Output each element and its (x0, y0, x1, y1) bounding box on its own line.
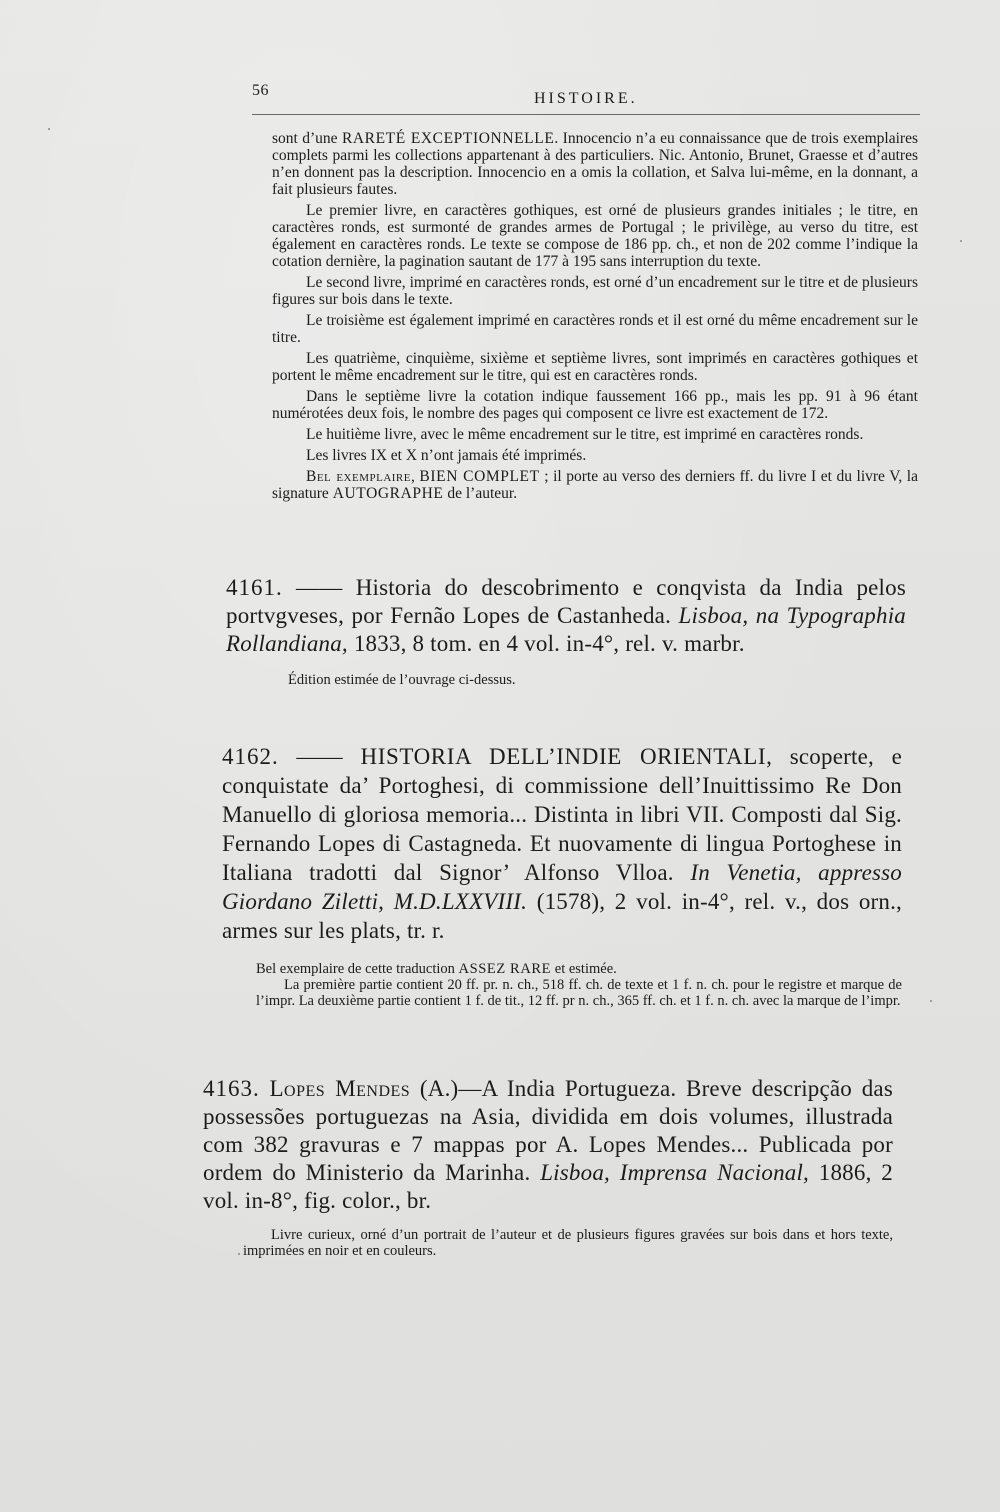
paragraph-rarity: sont d’une RARETÉ EXCEPTIONNELLE. Innocencio n’a eu connaissance que de trois exemplaires complets parmi les collections appartenant à des particuliers. Nic. Antonio, Brunet, Graesse et d’autres n’en donnent pas la description. Innocencio en a omis la collation, et Salva lui-même, en la donnant, a fait plusieurs fautes. (272, 130, 918, 198)
paper-speck (238, 1253, 240, 1255)
emphasis-autographe: AUTOGRAPHE (332, 485, 444, 502)
emphasis-assez-rare: ASSEZ RARE (458, 961, 552, 977)
entry-4161-heading: 4161. —— Historia do descobrimento e conqvista da India pelos portvgveses, por Fernão Lopes de Castanheda. Lisboa, na Typographia Rollandiana, 1833, 8 tom. en 4 vol. in-4°, rel. v. marbr. (226, 575, 906, 656)
entry-number: 4161. (226, 575, 283, 600)
paper-speck (960, 240, 962, 242)
label-bel-exemplaire: Bel exemplaire (306, 468, 411, 485)
catalog-entry-4161 (226, 574, 906, 688)
entry-imprint: Lisboa, Imprensa Nacional, (540, 1160, 810, 1185)
entry-4162-heading: 4162. —— HISTORIA DELL’INDIE ORIENTALI, scoperte, e conquistate da’ Portoghesi, di commissione dell’Inuittissimo Re Don Manuello di gloriosa memoria... Distinta in libri VII. Composti dal Sig. Fernando Lopes di Castagneda. Et nuovamente di lingua Portoghese in Italiana tradotti dal Signor’ Alfonso Vlloa. In Venetia, appresso Giordano Ziletti, M.D.LXXVIII. (1578), 2 vol. in-4°, rel. v., dos orn., armes sur les plats, tr. r. (222, 744, 903, 943)
entry-author-initial: (A.) (410, 1076, 459, 1101)
page-number: 56 (252, 82, 269, 99)
entry-imprint: Lisboa, na Typographia Rollandiana, (226, 603, 906, 656)
entry-title: Historia do descobrimento e conqvista da India pelos portvgveses, por Fernão Lopes de Castanheda. (226, 575, 906, 628)
entry-4163-heading: 4163. Lopes Mendes (A.)—A India Portugueza. Breve descripção das possessões portuguezas na Asia, dividida em dois volumes, illustrada com 382 gravuras e 7 mappas por A. Lopes Mendes... Publicada por ordem do Ministerio da Marinha. Lisboa, Imprensa Nacional, 1886, 2 vol. in-8°, fig. color., br. (203, 1076, 893, 1213)
catalog-entry-4162 (222, 742, 902, 1009)
entry-4163-note: Livre curieux, orné d’un portrait de l’auteur et de plusieurs figures gravées sur bois dans et hors texte, imprimées en noir et en couleurs. (243, 1227, 893, 1259)
paragraph-books-four-to-seven: Les quatrième, cinquième, sixième et septième livres, sont imprimés en caractères gothiques et portent le même encadrement sur le titre, qui est en caractères ronds. (272, 350, 918, 384)
paragraph-books-nine-ten: Les livres IX et X n’ont jamais été imprimés. (306, 447, 587, 464)
emphasis-bien-complet: BIEN COMPLET (419, 468, 540, 485)
entry-4161-note: Édition estimée de l’ouvrage ci-dessus. (288, 672, 516, 688)
entry-4162-note: Bel exemplaire de cette traduction ASSEZ RARE et estimée. La première partie contient 20 ff. pr. n. ch., 518 ff. ch. de texte et 1 f. n. ch. pour le registre et marque de l’impr. La deuxième partie contient 1 f. de tit., 12 ff. pr n. ch., 365 ff. ch. et 1 f. n. ch. avec la marque de l’impr. (256, 961, 902, 1009)
catalog-entry-4163 (203, 1075, 893, 1259)
entry-title: , scoperte, e conquistate da’ Portoghesi, di commissione dell’Inuittissimo Re Don Manuello di gloriosa memoria... Distinta in libri VII. Composti dal Sig. Fernando Lopes di Castagneda. Et nuovamente di lingua Portoghese in Italiana tradotti dal Signor’ Alfonso Vlloa. (222, 744, 902, 885)
paper-speck (48, 128, 50, 130)
entry-title-caps: HISTORIA DELL’INDIE ORIENTALI (360, 744, 767, 769)
entry-details: 1833, 8 tom. en 4 vol. in-4°, rel. v. marbr. (347, 631, 745, 656)
paper-speck (930, 1000, 932, 1002)
entry-details: 1886, 2 vol. in-8°, fig. color., br. (203, 1160, 893, 1213)
entry-number: 4163. (203, 1076, 260, 1101)
paragraph-third-book: Le troisième est également imprimé en caractères ronds et il est orné du même encadrement sur le titre. (272, 312, 918, 346)
entry-author: Lopes Mendes (269, 1076, 411, 1101)
paragraph-seventh-book: Dans le septième livre la cotation indique faussement 166 pp., mais les pp. 91 à 96 étant numérotées deux fois, le nombre des pages qui composent ce livre est exactement de 172. (272, 388, 918, 422)
entry-title: A India Portugueza. Breve descripção das possessões portuguezas na Asia, dividida em dois volumes, illustrada com 382 gravuras e 7 mappas por A. Lopes Mendes... Publicada por ordem do Ministerio da Marinha. (203, 1076, 893, 1185)
paragraph-second-book: Le second livre, imprimé en caractères ronds, est orné d’un encadrement sur le titre et de plusieurs figures sur bois dans le texte. (272, 274, 918, 308)
entry-imprint: In Venetia, appresso Giordano Ziletti, M.D.LXXVIII. (222, 860, 902, 914)
entry-details: (1578), 2 vol. in-4°, rel. v., dos orn., armes sur les plats, tr. r. (222, 889, 903, 943)
header-rule (252, 114, 920, 115)
paragraph-first-book: Le premier livre, en caractères gothiques, est orné de plusieurs grandes initiales ; le titre, en caractères ronds, est surmonté de grandes armes de Portugal ; le privilège, au verso du titre, est également en caractères ronds. Le texte se compose de 186 pp. ch., et non de 202 comme l’indique la cotation dernière, la pagination sautant de 177 à 195 sans interruption du texte. (272, 202, 918, 270)
previous-entry-continuation (272, 130, 918, 502)
paragraph-copy-condition: Bel exemplaire, BIEN COMPLET ; il porte au verso des derniers ff. du livre I et du livre V, la signature AUTOGRAPHE de l’auteur. (272, 468, 918, 502)
page-header (252, 80, 920, 120)
emphasis-rarete: RARETÉ EXCEPTIONNELLE (341, 130, 555, 147)
entry-number: 4162. (222, 744, 279, 769)
running-title: HISTOIRE. (534, 90, 638, 107)
paragraph-eighth-book: Le huitième livre, avec le même encadrement sur le titre, est imprimé en caractères ronds. (306, 426, 864, 443)
